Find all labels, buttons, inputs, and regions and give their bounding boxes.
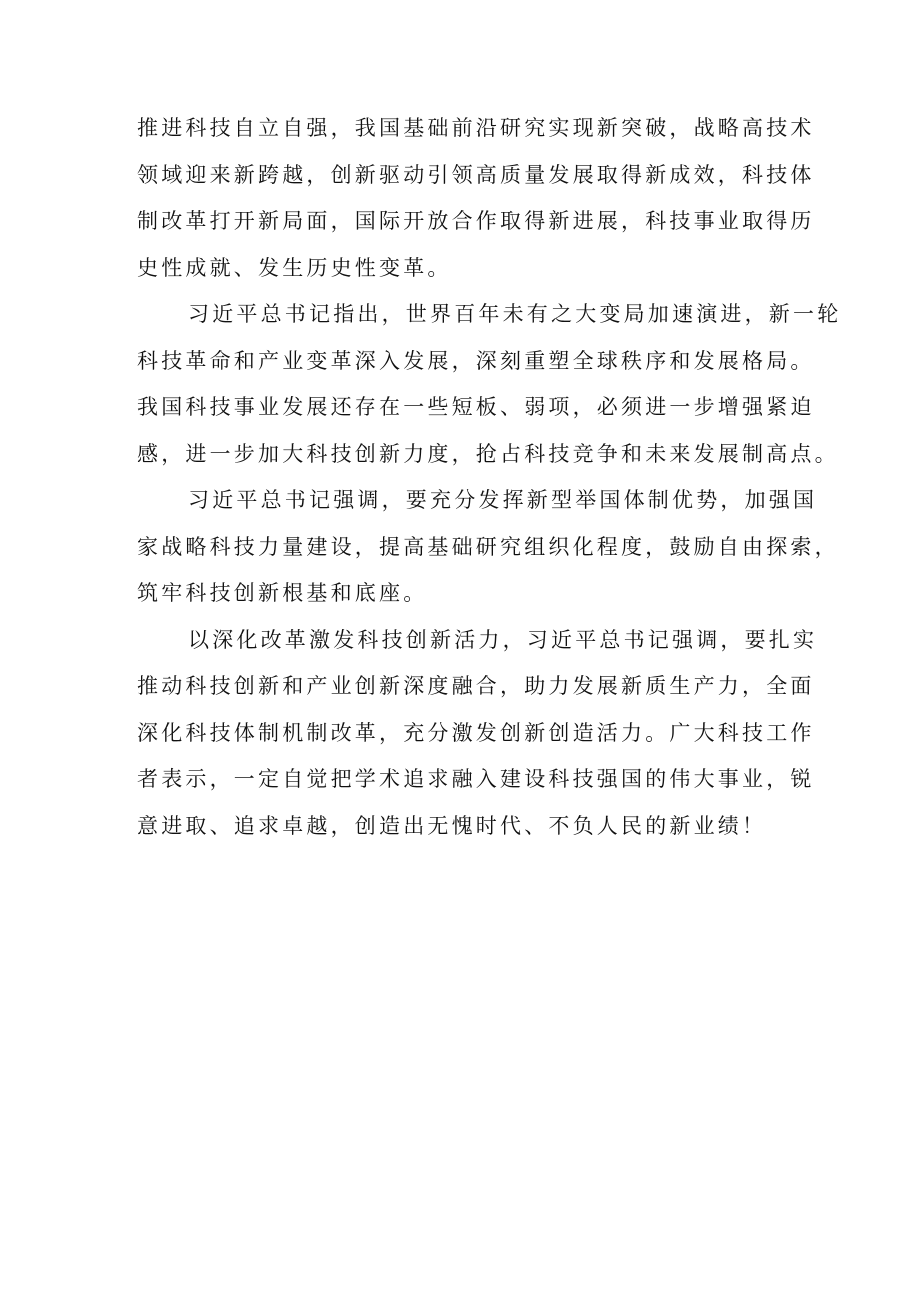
paragraph-line: 推进科技自立自强，我国基础前沿研究实现新突破，战略高技术 [137,116,815,140]
paragraph-line: 习近平总书记强调，要充分发挥新型举国体制优势，加强国 [188,488,818,512]
paragraph-line: 筑牢科技创新根基和底座。 [137,581,428,605]
paragraph-line: 习近平总书记指出，世界百年未有之大变局加速演进，新一轮 [188,302,842,326]
paragraph-3 [137,477,839,617]
paragraph-2 [137,291,842,477]
paragraph-line: 制改革打开新局面，国际开放合作取得新进展，科技事业取得历 [137,209,815,233]
paragraph-line: 感，进一步加大科技创新力度，抢占科技竞争和未来发展制高点。 [137,441,839,466]
paragraph-line: 深化科技体制机制改革，充分激发创新创造活力。广大科技工作 [137,720,815,745]
paragraph-line: 史性成就、发生历史性变革。 [137,255,452,280]
paragraph-line: 推动科技创新和产业创新深度融合，助力发展新质生产力，全面 [137,674,815,698]
document-body [137,105,842,849]
paragraph-line: 家战略科技力量建设，提高基础研究组织化程度，鼓励自由探索， [137,534,839,559]
paragraph-1 [137,105,815,291]
paragraph-4 [137,617,818,850]
paragraph-line: 以深化改革激发科技创新活力，习近平总书记强调，要扎实 [188,627,818,652]
paragraph-line: 我国科技事业发展还存在一些短板、弱项，必须进一步增强紧迫 [137,395,815,419]
paragraph-line: 科技革命和产业变革深入发展，深刻重塑全球秩序和发展格局。 [137,348,815,373]
paragraph-line: 者表示，一定自觉把学术追求融入建设科技强国的伟大事业，锐 [137,767,815,791]
paragraph-line: 意进取、追求卓越，创造出无愧时代、不负人民的新业绩！ [137,813,767,838]
paragraph-line: 领域迎来新跨越，创新驱动引领高质量发展取得新成效，科技体 [137,162,815,187]
